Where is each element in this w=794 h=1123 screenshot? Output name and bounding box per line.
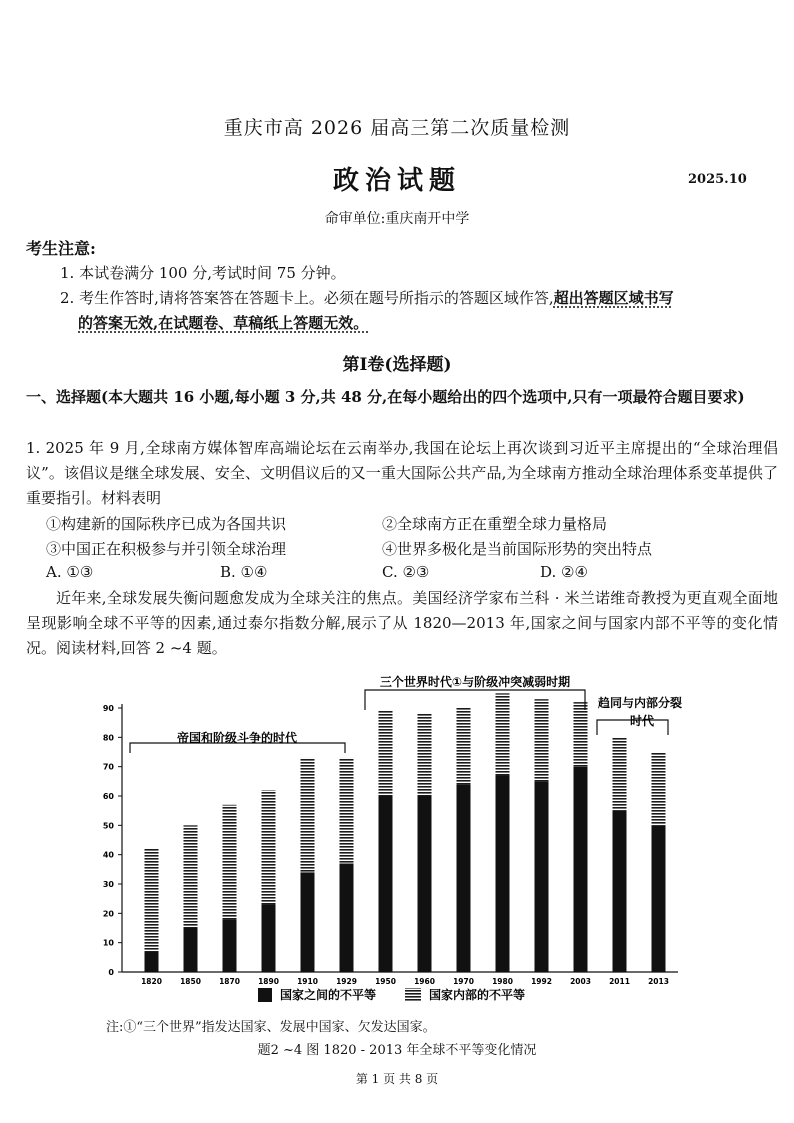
bar-between-1820 bbox=[145, 951, 159, 972]
y-tick-label: 80 bbox=[102, 733, 114, 743]
bar-within-1960 bbox=[418, 714, 432, 796]
question-1-stem: 1. 2025 年 9 月,全球南方媒体智库高端论坛在云南举办,我国在论坛上再次谈到习近平主席提出的“全球治理倡议”。该倡议是继全球发展、安全、文明倡议后的又一重大国际公共产品,为全球南方推动全球治理体系变革提供了重要指引。材料表明 bbox=[26, 439, 778, 507]
bar-between-1950 bbox=[379, 796, 393, 972]
bar-between-2011 bbox=[613, 811, 627, 972]
exam-date: 2025.10 bbox=[688, 172, 747, 187]
question-1-statement-4: ④世界多极化是当前国际形势的突出特点 bbox=[382, 540, 653, 558]
bar-between-2003 bbox=[574, 767, 588, 972]
bar-between-1929 bbox=[340, 863, 354, 972]
bar-within-2003 bbox=[574, 702, 588, 767]
question-1-option-d: D. ②④ bbox=[540, 563, 588, 581]
question-1-option-a: A. ①③ bbox=[46, 563, 94, 581]
notice-item-2-c: 的答案无效,在试题卷、草稿纸上答题无效。 bbox=[78, 314, 369, 332]
bar-between-1980 bbox=[496, 775, 510, 972]
bar-within-1820 bbox=[145, 849, 159, 952]
chart-x-tick-labels bbox=[141, 977, 669, 986]
bar-between-1890 bbox=[262, 905, 276, 972]
bar-between-2013 bbox=[652, 825, 666, 972]
page-footer: 第 1 页 共 8 页 bbox=[355, 1072, 439, 1086]
era-3-label-line-1: 趋同与内部分裂 bbox=[597, 696, 683, 710]
x-tick-label-2011: 2011 bbox=[609, 977, 630, 986]
x-tick-label-1960: 1960 bbox=[414, 977, 435, 986]
question-1-option-b: B. ①④ bbox=[220, 563, 268, 581]
legend-between-label: 国家之间的不平等 bbox=[280, 988, 377, 1002]
bar-between-1870 bbox=[223, 919, 237, 972]
bar-between-1850 bbox=[184, 928, 198, 972]
legend-within-swatch bbox=[405, 988, 421, 1002]
bar-within-2011 bbox=[613, 737, 627, 810]
era-3-label-line-2: 时代 bbox=[629, 714, 655, 728]
notice-item-2-b: 超出答题区域书写 bbox=[553, 289, 674, 307]
section-title: 第Ⅰ卷(选择题) bbox=[342, 355, 452, 375]
y-tick-label: 20 bbox=[102, 909, 114, 919]
legend-between-swatch bbox=[258, 988, 272, 1002]
era-1-label: 帝国和阶级斗争的时代 bbox=[176, 731, 298, 745]
notice-title: 考生注意: bbox=[26, 239, 96, 258]
bar-within-1870 bbox=[223, 805, 237, 919]
y-tick-label: 50 bbox=[102, 821, 114, 831]
y-tick-label: 60 bbox=[102, 792, 114, 801]
y-tick-label: 0 bbox=[108, 968, 114, 977]
notice-item-1: 1. 本试卷满分 100 分,考试时间 75 分钟。 bbox=[60, 264, 346, 282]
bar-within-1970 bbox=[457, 708, 471, 784]
bar-within-1910 bbox=[301, 758, 315, 872]
section-heading: 一、选择题(本大题共 16 小题,每小题 3 分,共 48 分,在每小题给出的四个选项中,只有一项最符合题目要求) bbox=[26, 388, 745, 406]
x-tick-label-1980: 1980 bbox=[492, 977, 513, 986]
bar-within-2013 bbox=[652, 752, 666, 825]
bar-between-1910 bbox=[301, 872, 315, 972]
bar-within-1890 bbox=[262, 790, 276, 904]
notice-item-2 bbox=[60, 286, 782, 310]
era-2-bracket bbox=[365, 690, 585, 710]
x-tick-label-1929: 1929 bbox=[336, 977, 357, 986]
bar-within-1850 bbox=[184, 825, 198, 928]
exam-title: 政治试题 bbox=[332, 166, 461, 196]
material-intro: 近年来,全球发展失衡问题愈发成为全球关注的焦点。美国经济学家布兰科 · 米兰诺维奇教授为更直观全面地呈现影响全球不平等的因素,通过泰尔指数分解,展示了从 1820—2013 年,国家之间与国家内部不平等的变化情况。阅读材料,回答 2 ~4 题。 bbox=[26, 589, 778, 657]
x-tick-label-1970: 1970 bbox=[453, 977, 474, 986]
y-tick-label: 90 bbox=[102, 704, 114, 713]
bar-between-1960 bbox=[418, 796, 432, 972]
y-tick-label: 30 bbox=[102, 880, 114, 889]
chart-note: 注:①“三个世界”指发达国家、发展中国家、欠发达国家。 bbox=[106, 1020, 436, 1035]
x-tick-label-1950: 1950 bbox=[375, 977, 396, 986]
question-1-statement-1: ①构建新的国际秩序已成为各国共识 bbox=[46, 515, 287, 533]
question-1-statement-2: ②全球南方正在重塑全球力量格局 bbox=[382, 515, 608, 533]
y-tick-label: 70 bbox=[102, 762, 114, 772]
bar-within-1929 bbox=[340, 758, 354, 864]
bar-between-1970 bbox=[457, 784, 471, 972]
x-tick-label-2013: 2013 bbox=[648, 977, 669, 986]
y-tick-label: 10 bbox=[102, 938, 114, 948]
chart-caption: 题2 ~4 图 1820 - 2013 年全球不平等变化情况 bbox=[257, 1043, 537, 1058]
era-2-label: 三个世界时代①与阶级冲突减弱时期 bbox=[379, 675, 571, 689]
exam-organizer: 命审单位:重庆南开中学 bbox=[324, 211, 470, 227]
question-1-option-c: C. ②③ bbox=[382, 563, 430, 581]
notice-item-2-a: 2. 考生作答时,请将答案答在答题卡上。必须在题号所指示的答题区域作答, bbox=[60, 289, 554, 307]
inequality-chart bbox=[0, 660, 794, 1010]
x-tick-label-1870: 1870 bbox=[219, 977, 240, 986]
bar-within-1950 bbox=[379, 711, 393, 796]
x-tick-label-1850: 1850 bbox=[180, 977, 201, 986]
exam-subtitle: 重庆市高 2026 届高三第二次质量检测 bbox=[223, 117, 571, 139]
x-tick-label-1910: 1910 bbox=[297, 977, 318, 986]
legend-within-label: 国家内部的不平等 bbox=[429, 988, 526, 1002]
bar-within-1992 bbox=[535, 699, 549, 781]
y-tick-label: 40 bbox=[102, 850, 114, 860]
question-1-statement-3: ③中国正在积极参与并引领全球治理 bbox=[46, 540, 287, 558]
x-tick-label-1890: 1890 bbox=[258, 977, 279, 986]
x-tick-label-1820: 1820 bbox=[141, 977, 162, 986]
x-tick-label-1992: 1992 bbox=[531, 977, 552, 986]
x-tick-label-2003: 2003 bbox=[570, 977, 591, 986]
bar-between-1992 bbox=[535, 781, 549, 972]
bar-within-1980 bbox=[496, 693, 510, 775]
